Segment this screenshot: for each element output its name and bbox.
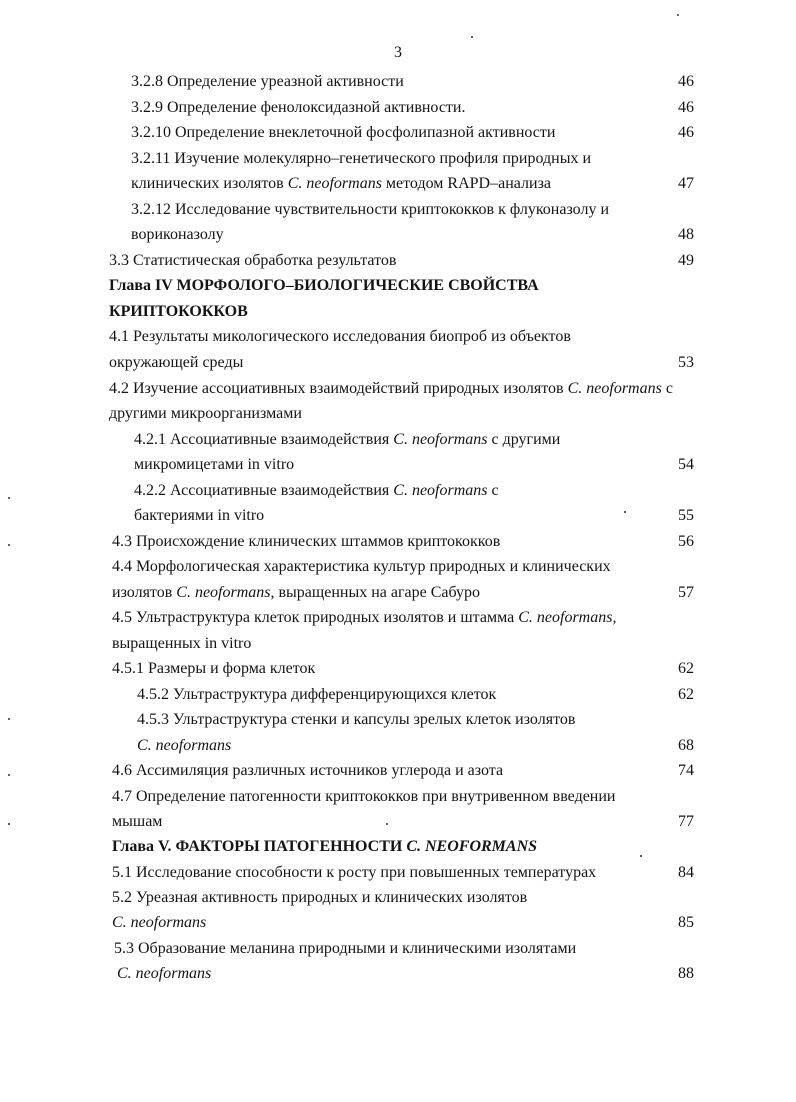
toc-page-4-1: 53 — [678, 354, 694, 371]
toc-entry-3-3: 3.3 Статистическая обработка результатов — [109, 252, 397, 269]
toc-page-4-5-3: 68 — [678, 737, 694, 754]
scan-speck — [677, 14, 679, 16]
text-part: , выращенных на агаре Сабуро — [270, 584, 481, 601]
toc-page-4-5-1: 62 — [678, 660, 694, 677]
toc-page-3-2-11: 47 — [678, 175, 694, 192]
scan-speck — [471, 36, 473, 38]
toc-entry-4-6: 4.6 Ассимиляция различных источников углерода и азота — [112, 762, 504, 779]
species-name: C. neoformans — [112, 914, 207, 931]
scan-speck — [8, 497, 10, 499]
species-name: C. neoformans — [393, 431, 488, 448]
text-part: методом RAPD–анализа — [381, 175, 551, 192]
text-part: изолятов — [112, 584, 177, 601]
toc-page-3-2-9: 46 — [678, 99, 694, 116]
toc-entry-4-1-line1: 4.1 Результаты микологического исследования биопроб из объектов — [109, 328, 571, 345]
chapter-5-title — [112, 837, 537, 857]
toc-entry-3-2-10: 3.2.10 Определение внеклеточной фосфолипазной активности — [131, 124, 556, 141]
text-part: , — [612, 609, 617, 626]
toc-page-5-2: 85 — [678, 914, 694, 931]
toc-page-4-6: 74 — [678, 762, 694, 779]
toc-entry-4-7-line2: мышам — [112, 813, 163, 830]
text-part: клинических изолятов — [131, 175, 288, 192]
toc-page-4-5-2: 62 — [678, 686, 694, 703]
toc-entry-4-5-2: 4.5.2 Ультраструктура дифференцирующихся клеток — [137, 686, 497, 703]
toc-entry-4-5-line1 — [112, 608, 616, 628]
toc-page-4-3: 56 — [678, 533, 694, 550]
toc-entry-4-2-line1 — [109, 379, 673, 399]
toc-entry-4-7-line1: 4.7 Определение патогенности криптококков при внутривенном введении — [112, 788, 616, 805]
species-name: C. neoformans — [393, 482, 488, 499]
text-part: 4.5 Ультраструктура клеток природных изолятов и штамма — [112, 609, 519, 626]
text-part: с — [487, 482, 499, 499]
species-name: C. NEOFORMANS — [406, 838, 538, 855]
toc-page-3-2-10: 46 — [678, 124, 694, 141]
chapter-4-title-line1: Глава IV МОРФОЛОГО–БИОЛОГИЧЕСКИЕ СВОЙСТВА — [109, 277, 539, 294]
text-part: с другими — [487, 431, 561, 448]
toc-entry-3-2-9: 3.2.9 Определение фенолоксидазной активности. — [131, 99, 466, 116]
toc-page-4-4: 57 — [678, 584, 694, 601]
scan-speck — [640, 855, 642, 857]
scan-speck — [8, 544, 10, 546]
species-name: C. neoformans — [117, 965, 212, 982]
toc-page-4-2-1: 54 — [678, 456, 694, 473]
toc-page-5-3: 88 — [678, 965, 694, 982]
text-part: 4.2.1 Ассоциативные взаимодействия — [134, 431, 394, 448]
toc-page-3-3: 49 — [678, 252, 694, 269]
toc-entry-4-4-line2 — [112, 583, 480, 603]
toc-entry-4-5-3-line1: 4.5.3 Ультраструктура стенки и капсулы зрелых клеток изолятов — [137, 711, 576, 728]
toc-entry-3-2-12-line2: вориконазолу — [131, 226, 224, 243]
toc-page-3-2-8: 46 — [678, 73, 694, 90]
toc-page-3-2-12: 48 — [678, 226, 694, 243]
species-name: C. neoformans — [567, 380, 662, 397]
page-number: 3 — [394, 44, 402, 61]
toc-entry-5-3-line1: 5.3 Образование меланина природными и клиническими изолятами — [114, 940, 577, 957]
chapter-4-title-line2: КРИПТОКОККОВ — [109, 303, 248, 320]
toc-entry-4-5-1: 4.5.1 Размеры и форма клеток — [112, 660, 316, 677]
toc-entry-4-2-2-line1 — [134, 481, 499, 501]
scan-speck — [8, 718, 10, 720]
scan-speck — [8, 774, 10, 776]
toc-entry-4-2-1-line1 — [134, 430, 560, 450]
toc-entry-4-1-line2: окружающей среды — [109, 354, 244, 371]
toc-page-5-1: 84 — [678, 864, 694, 881]
text-part: 4.2 Изучение ассоциативных взаимодействий природных изолятов — [109, 380, 568, 397]
toc-entry-5-2-line1: 5.2 Уреазная активность природных и клинических изолятов — [112, 889, 528, 906]
species-name: C. neoformans — [137, 737, 232, 754]
scan-speck — [386, 823, 388, 825]
toc-page-4-7: 77 — [678, 813, 694, 830]
toc-entry-4-2-1-line2: микромицетами in vitro — [134, 456, 295, 473]
toc-entry-3-2-11-line2 — [131, 174, 551, 194]
species-name: C. neoformans — [176, 584, 271, 601]
toc-entry-4-3: 4.3 Происхождение клинических штаммов криптококков — [112, 533, 501, 550]
text-part: с — [661, 380, 673, 397]
toc-entry-4-2-line2: другими микроорганизмами — [109, 405, 302, 422]
toc-entry-5-1: 5.1 Исследование способности к росту при повышенных температурах — [112, 864, 597, 881]
toc-entry-3-2-12-line1: 3.2.12 Исследование чувствительности криптококков к флуконазолу и — [131, 201, 609, 218]
toc-entry-4-2-2-line2: бактериями in vitro — [134, 507, 265, 524]
text-part: Глава V. ФАКТОРЫ ПАТОГЕННОСТИ — [112, 838, 407, 855]
text-part: 4.2.2 Ассоциативные взаимодействия — [134, 482, 394, 499]
scan-speck — [8, 823, 10, 825]
species-name: C. neoformans — [518, 609, 613, 626]
toc-entry-4-5-line2: выращенных in vitro — [112, 635, 252, 652]
species-name: C. neoformans — [287, 175, 382, 192]
toc-entry-3-2-8: 3.2.8 Определение уреазной активности — [131, 73, 404, 90]
toc-entry-3-2-11-line1: 3.2.11 Изучение молекулярно–генетического профиля природных и — [131, 150, 592, 167]
scan-speck — [624, 511, 626, 513]
toc-page-4-2-2: 55 — [678, 507, 694, 524]
toc-entry-4-4-line1: 4.4 Морфологическая характеристика культур природных и клинических — [112, 558, 611, 575]
